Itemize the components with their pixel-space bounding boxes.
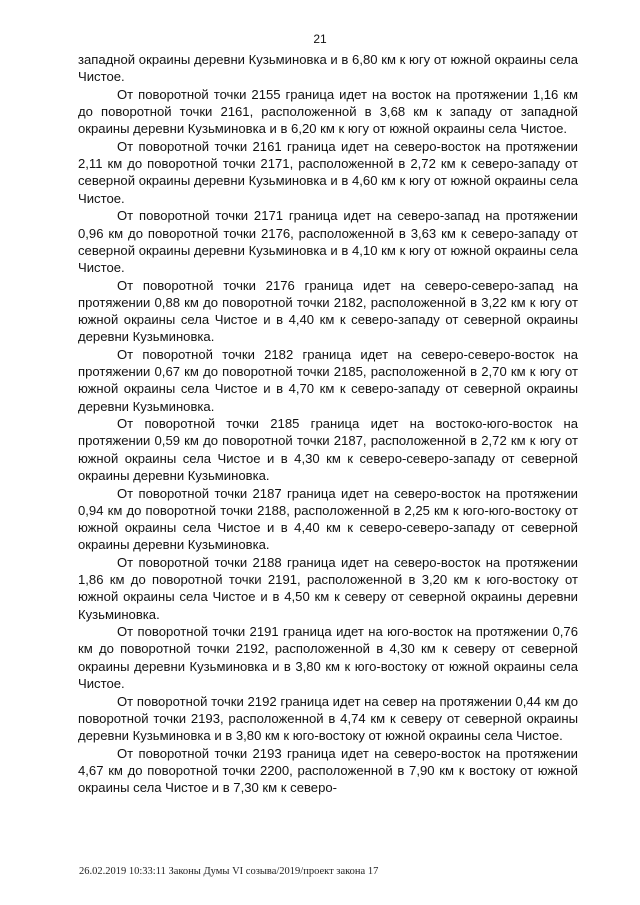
paragraph: От поворотной точки 2193 граница идет на северо-восток на протяжении 4,67 км до поворотной точки 2200, расположенной в 7,90 км к востоку от южной окраины села Чистое и в 7,30 км к северо- xyxy=(78,745,578,796)
paragraph: От поворотной точки 2171 граница идет на северо-запад на протяжении 0,96 км до поворотной точки 2176, расположенной в 3,63 км к северо-западу от северной окраины деревни Кузьминовка и в 4,10 км к югу от южной окраины села Чистое. xyxy=(78,208,578,275)
document-body xyxy=(78,51,578,797)
paragraph: От поворотной точки 2185 граница идет на востоко-юго-восток на протяжении 0,59 км до поворотной точки 2187, расположенной в 2,72 км к югу от южной окраины села Чистое и в 4,30 км к северо-северо-западу от северной окраины деревни Кузьминовка. xyxy=(78,416,578,483)
paragraph: От поворотной точки 2188 граница идет на северо-восток на протяжении 1,86 км до поворотной точки 2191, расположенной в 3,20 км к юго-востоку от южной окраины села Чистое и в 4,50 км к северу от северной окраины деревни Кузьминовка. xyxy=(78,554,578,622)
paragraph: От поворотной точки 2191 граница идет на юго-восток на протяжении 0,76 км до поворотной точки 2192, расположенной в 4,30 км к северу от северной окраины деревни Кузьминовка и в 3,80 км к юго-востоку от южной окраины села Чистое. xyxy=(78,624,578,691)
page-number: 21 xyxy=(313,32,327,46)
paragraph: западной окраины деревни Кузьминовка и в 6,80 км к югу от южной окраины села Чистое. xyxy=(78,52,578,85)
paragraph: От поворотной точки 2182 граница идет на северо-северо-восток на протяжении 0,67 км до поворотной точки 2185, расположенной в 2,70 км к югу от южной окраины села Чистое и в 4,70 км к северо-западу от северной окраины деревни Кузьминовка. xyxy=(78,346,578,414)
paragraph: От поворотной точки 2176 граница идет на северо-северо-запад на протяжении 0,88 км до поворотной точки 2182, расположенной в 3,22 км к югу от южной окраины села Чистое и в 4,40 км к северо-западу от северной окраины деревни Кузьминовка. xyxy=(78,277,578,345)
document-footer: 26.02.2019 10:33:11 Законы Думы VI созыва/2019/проект закона 17 xyxy=(79,866,379,877)
paragraph: От поворотной точки 2187 граница идет на северо-восток на протяжении 0,94 км до поворотной точки 2188, расположенной в 2,25 км к юго-юго-востоку от южной окраины села Чистое и в 4,40 км к северо-северо-западу от северной окраины деревни Кузьминовка. xyxy=(78,485,578,553)
paragraph: От поворотной точки 2155 граница идет на восток на протяжении 1,16 км до поворотной точки 2161, расположенной в 3,68 км к западу от западной окраины деревни Кузьминовка и в 6,20 км к югу от южной окраины села Чистое. xyxy=(78,86,578,137)
paragraph: От поворотной точки 2161 граница идет на северо-восток на протяжении 2,11 км до поворотной точки 2171, расположенной в 2,72 км к северо-западу от северной окраины деревни Кузьминовка и в 4,60 км к югу от южной окраины села Чистое. xyxy=(78,139,578,206)
paragraph: От поворотной точки 2192 граница идет на север на протяжении 0,44 км до поворотной точки 2193, расположенной в 4,74 км к северу от северной окраины деревни Кузьминовка и в 3,80 км к юго-востоку от южной окраины села Чистое. xyxy=(78,693,578,743)
